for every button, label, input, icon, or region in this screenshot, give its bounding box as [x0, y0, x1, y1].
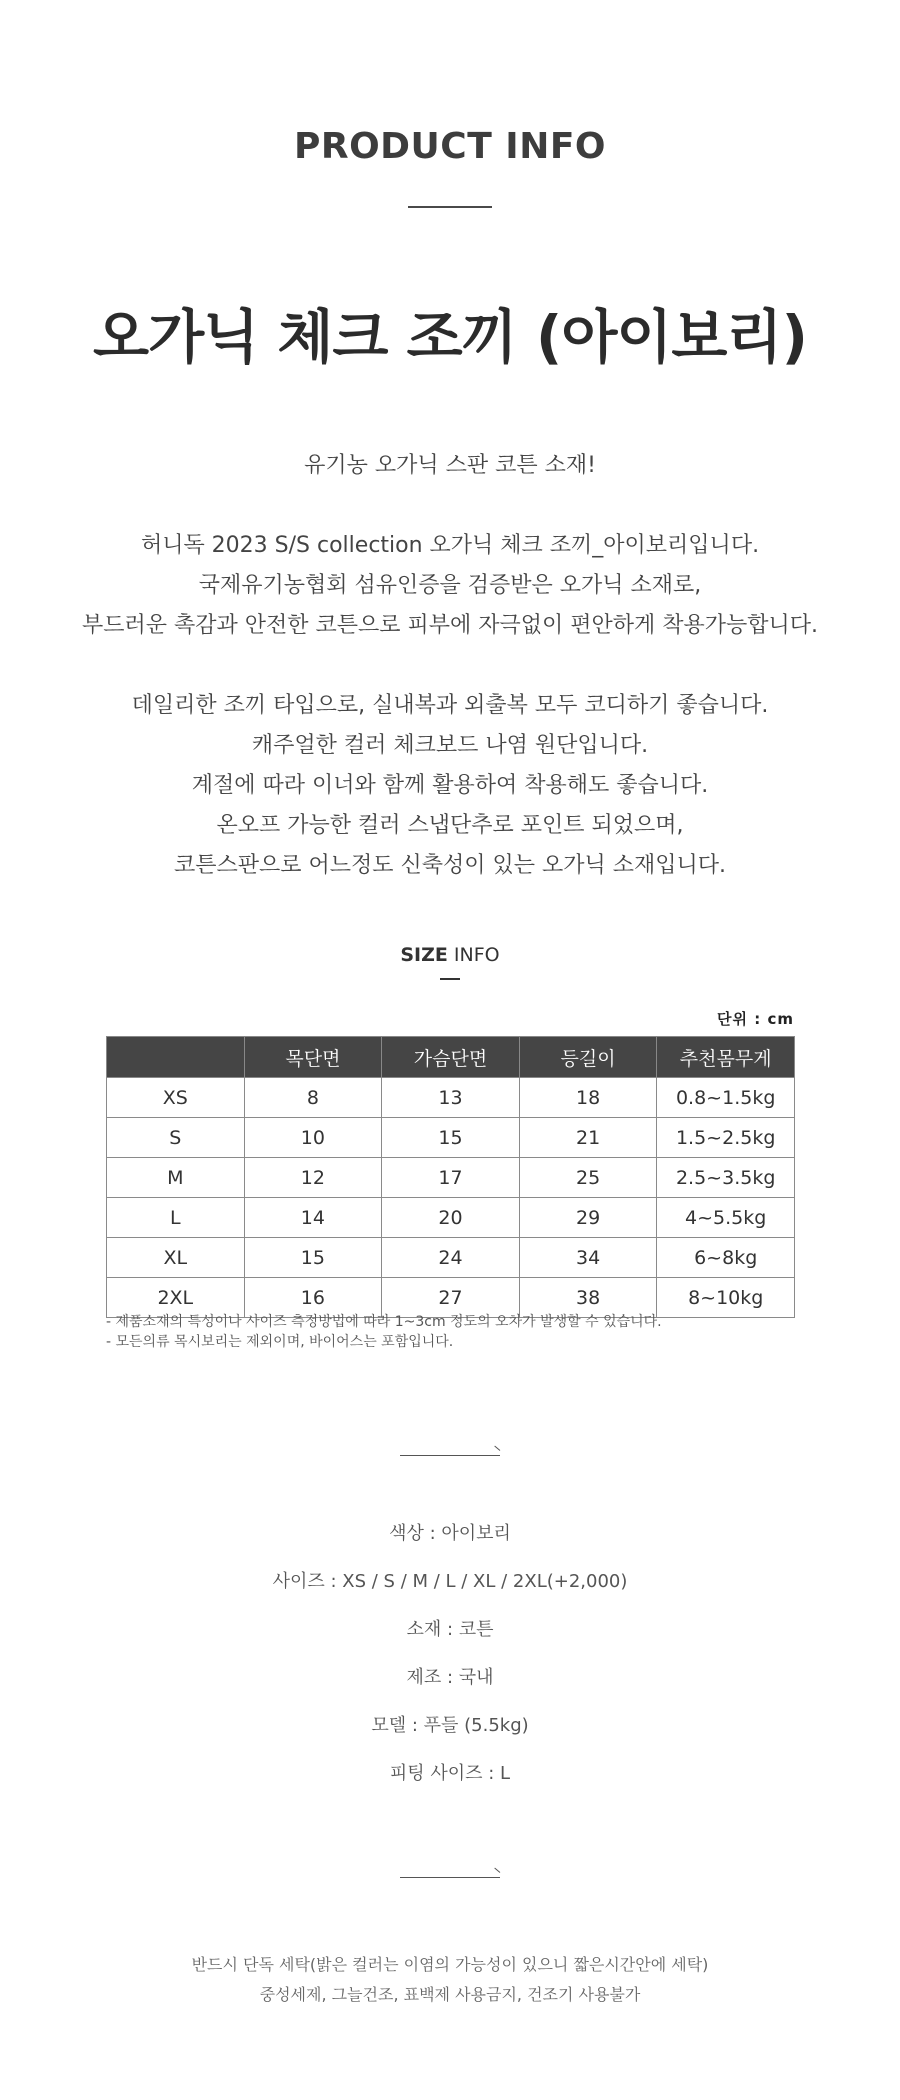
size-table	[106, 1036, 795, 1318]
product-name: 오가닉 체크 조끼 (아이보리)	[93, 303, 807, 371]
table-cell: 15	[382, 1118, 520, 1158]
table-cell: 0.8~1.5kg	[657, 1078, 795, 1118]
table-row	[107, 1078, 795, 1118]
column-header: 추천몸무게	[657, 1037, 795, 1078]
table-cell: 10	[244, 1118, 382, 1158]
column-header: 가슴단면	[382, 1037, 520, 1078]
table-cell: 38	[519, 1278, 657, 1318]
table-cell: 2XL	[107, 1278, 245, 1318]
table-cell: XL	[107, 1238, 245, 1278]
spec-manufacture: 제조 : 국내	[406, 1667, 494, 1688]
description-line: 캐주얼한 컬러 체크보드 나염 원단입니다.	[251, 733, 649, 758]
description-line: 허니독 2023 S/S collection 오가닉 체크 조끼_아이보리입니다.	[140, 533, 760, 558]
table-cell: M	[107, 1158, 245, 1198]
unit-label: 단위 : cm	[717, 1010, 794, 1028]
section-title: PRODUCT INFO	[293, 126, 607, 167]
spec-color: 색상 : 아이보리	[389, 1523, 511, 1544]
table-row	[107, 1158, 795, 1198]
table-cell: XS	[107, 1078, 245, 1118]
description-line: 계절에 따라 이너와 함께 활용하여 착용해도 좋습니다.	[191, 773, 709, 798]
description-line: 부드러운 촉감과 안전한 코튼으로 피부에 자극없이 편안하게 착용가능합니다.	[81, 613, 818, 638]
arrow-divider-icon	[400, 1870, 502, 1880]
spec-model: 모델 : 푸들 (5.5kg)	[371, 1715, 529, 1736]
table-cell: 6~8kg	[657, 1238, 795, 1278]
table-header-row	[107, 1037, 795, 1078]
table-cell: 34	[519, 1238, 657, 1278]
table-row	[107, 1238, 795, 1278]
table-cell: 25	[519, 1158, 657, 1198]
product-specs	[0, 1518, 900, 1806]
description-line: 온오프 가능한 컬러 스냅단추로 포인트 되었으며,	[216, 813, 684, 838]
size-heading-bold: SIZE	[400, 944, 448, 966]
product-description	[0, 446, 900, 886]
care-instructions	[0, 1950, 900, 2010]
note-line: - 제품소재의 특성이나 사이즈 측정방법에 따라 1~3cm 정도의 오차가 발생할 수 있습니다.	[106, 1314, 662, 1330]
description-line: 국제유기농협회 섬유인증을 검증받은 오가닉 소재로,	[198, 573, 702, 598]
column-header	[107, 1037, 245, 1078]
table-cell: 21	[519, 1118, 657, 1158]
care-line: 반드시 단독 세탁(밝은 컬러는 이염의 가능성이 있으니 짧은시간안에 세탁)	[191, 1955, 709, 1974]
title-divider	[408, 206, 492, 208]
column-header: 목단면	[244, 1037, 382, 1078]
table-cell: 18	[519, 1078, 657, 1118]
table-cell: 17	[382, 1158, 520, 1198]
table-row	[107, 1198, 795, 1238]
table-cell: 8	[244, 1078, 382, 1118]
size-heading-rest: INFO	[447, 944, 500, 966]
table-cell: S	[107, 1118, 245, 1158]
table-cell: 8~10kg	[657, 1278, 795, 1318]
size-info-heading	[0, 944, 900, 966]
table-cell: 15	[244, 1238, 382, 1278]
description-line: 데일리한 조끼 타입으로, 실내복과 외출복 모두 코디하기 좋습니다.	[131, 693, 769, 718]
table-cell: 12	[244, 1158, 382, 1198]
note-line: - 모든의류 목시보리는 제외이며, 바이어스는 포함입니다.	[106, 1334, 454, 1350]
table-cell: 13	[382, 1078, 520, 1118]
size-notes	[106, 1312, 662, 1352]
table-cell: 24	[382, 1238, 520, 1278]
table-cell: 14	[244, 1198, 382, 1238]
table-cell: 29	[519, 1198, 657, 1238]
table-cell: 2.5~3.5kg	[657, 1158, 795, 1198]
table-cell: 27	[382, 1278, 520, 1318]
tagline: 유기농 오가닉 스판 코튼 소재!	[304, 453, 596, 478]
table-cell: 4~5.5kg	[657, 1198, 795, 1238]
description-line: 코튼스판으로 어느정도 신축성이 있는 오가닉 소재입니다.	[173, 853, 726, 878]
table-cell: 20	[382, 1198, 520, 1238]
table-row	[107, 1118, 795, 1158]
column-header: 등길이	[519, 1037, 657, 1078]
spec-sizes: 사이즈 : XS / S / M / L / XL / 2XL(+2,000)	[272, 1571, 628, 1592]
arrow-divider-icon	[400, 1448, 502, 1458]
spec-material: 소재 : 코튼	[406, 1619, 494, 1640]
table-cell: 16	[244, 1278, 382, 1318]
size-heading-divider	[440, 978, 460, 980]
spec-fitting-size: 피팅 사이즈 : L	[389, 1763, 511, 1784]
table-cell: L	[107, 1198, 245, 1238]
care-line: 중성세제, 그늘건조, 표백제 사용금지, 건조기 사용불가	[259, 1985, 641, 2004]
table-cell: 1.5~2.5kg	[657, 1118, 795, 1158]
